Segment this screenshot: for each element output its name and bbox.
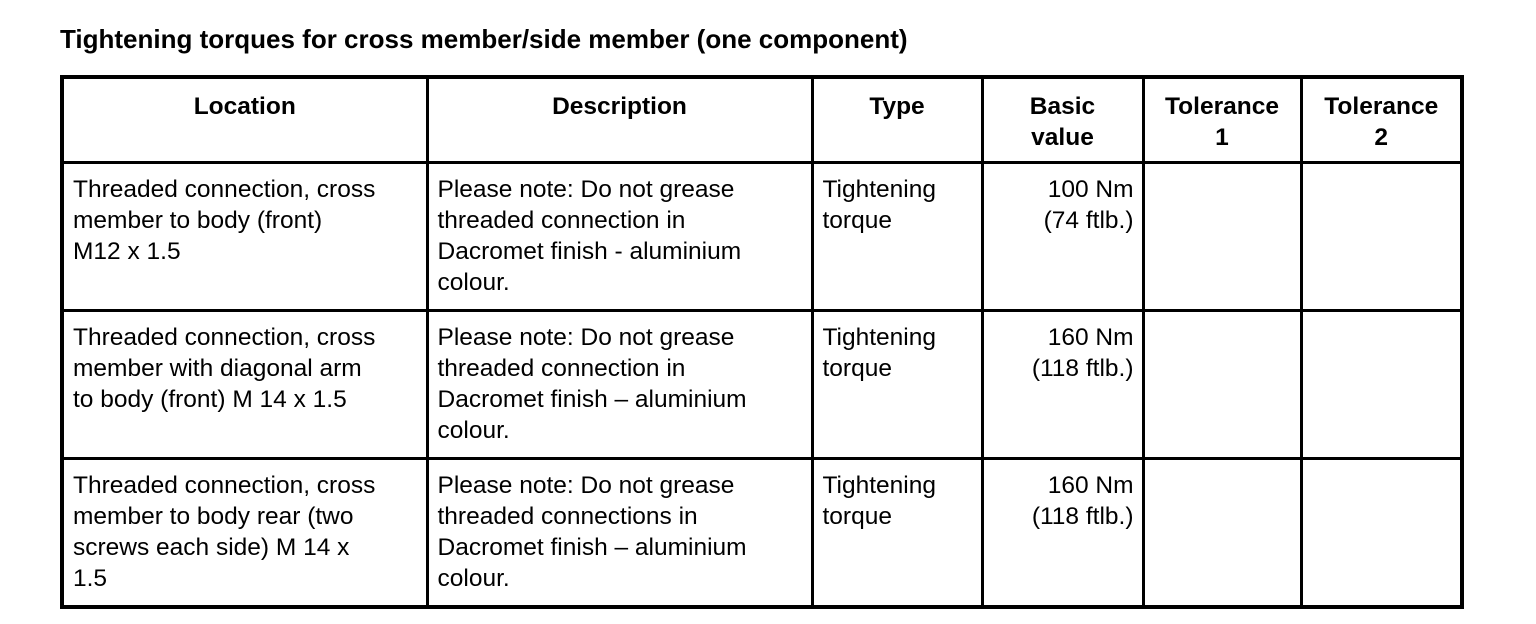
cell-tolerance-2 <box>1301 459 1462 608</box>
cell-tolerance-2 <box>1301 311 1462 459</box>
cell-type: Tightening torque <box>812 311 982 459</box>
cell-location: Threaded connection, cross member to body (front) M12 x 1.5 <box>62 163 427 311</box>
cell-type: Tightening torque <box>812 459 982 608</box>
cell-description: Please note: Do not grease threaded connection in Dacromet finish – aluminium colour. <box>427 311 812 459</box>
cell-basic-value: 100 Nm (74 ftlb.) <box>982 163 1143 311</box>
cell-type: Tightening torque <box>812 163 982 311</box>
table-row <box>62 459 1462 608</box>
document-title: Tightening torques for cross member/side member (one component) <box>60 24 908 54</box>
cell-description: Please note: Do not grease threaded connections in Dacromet finish – aluminium colour. <box>427 459 812 608</box>
cell-basic-value: 160 Nm (118 ftlb.) <box>982 311 1143 459</box>
cell-basic-value: 160 Nm (118 ftlb.) <box>982 459 1143 608</box>
cell-tolerance-1 <box>1143 311 1301 459</box>
table-row <box>62 311 1462 459</box>
header-tolerance-1: Tolerance 1 <box>1143 77 1301 163</box>
cell-tolerance-1 <box>1143 163 1301 311</box>
header-type: Type <box>812 77 982 163</box>
cell-location: Threaded connection, cross member with diagonal arm to body (front) M 14 x 1.5 <box>62 311 427 459</box>
header-location: Location <box>62 77 427 163</box>
torque-table <box>60 75 1464 609</box>
cell-tolerance-1 <box>1143 459 1301 608</box>
header-tolerance-2: Tolerance 2 <box>1301 77 1462 163</box>
cell-tolerance-2 <box>1301 163 1462 311</box>
table-row <box>62 163 1462 311</box>
cell-description: Please note: Do not grease threaded connection in Dacromet finish - aluminium colour. <box>427 163 812 311</box>
table-header-row <box>62 77 1462 163</box>
header-basic-value: Basic value <box>982 77 1143 163</box>
header-description: Description <box>427 77 812 163</box>
cell-location: Threaded connection, cross member to body rear (two screws each side) M 14 x 1.5 <box>62 459 427 608</box>
